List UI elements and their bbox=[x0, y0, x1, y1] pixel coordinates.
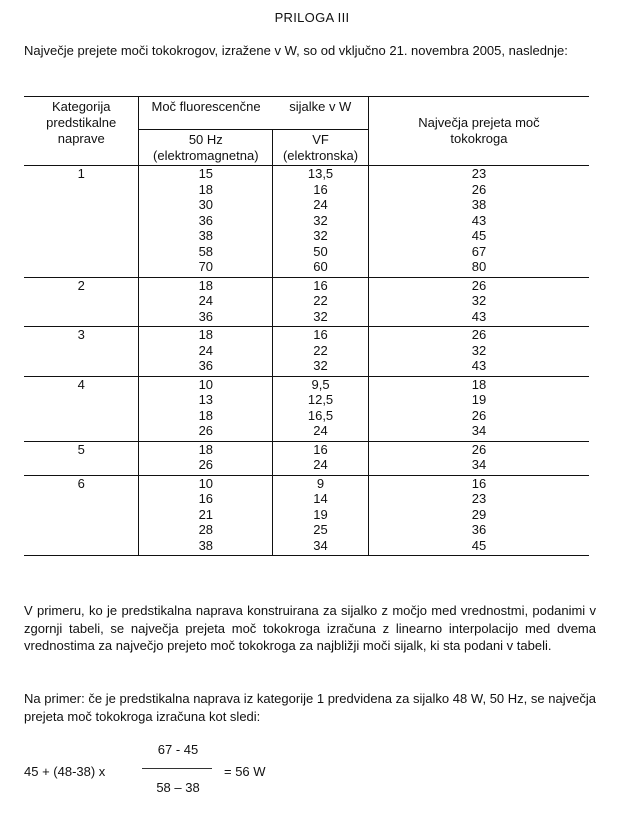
value-cell: 16 bbox=[313, 181, 328, 197]
value-cell: 26 bbox=[471, 181, 487, 197]
value-cell: 22 bbox=[313, 293, 328, 308]
header-power-right: sijalke v W bbox=[273, 97, 369, 130]
value-cell: 16 bbox=[313, 277, 328, 293]
max-circuit-power-cell bbox=[368, 441, 589, 475]
intro-paragraph: Največje prejete moči tokokrogov, izražene v W, so od vključno 21. novembra 2005, naslednje: bbox=[24, 43, 568, 58]
value-cell: 24 bbox=[313, 457, 328, 472]
example-paragraph: Na primer: če je predstikalna naprava iz kategorije 1 predvidena za sijalko 48 W, 50 Hz, se največja prejeta moč tokokroga izračuna kot sledi: bbox=[24, 691, 596, 724]
value-cell: 24 bbox=[198, 293, 214, 308]
header-50hz: 50 Hz (elektromagnetna) bbox=[139, 130, 273, 166]
value-cell: 24 bbox=[313, 197, 328, 212]
lamp-power-vf-cell bbox=[273, 376, 369, 441]
value-cell: 18 bbox=[198, 441, 214, 457]
value-cell: 36 bbox=[198, 358, 214, 373]
value-cell: 30 bbox=[198, 197, 214, 212]
value-cell: 22 bbox=[313, 342, 328, 358]
value-cell: 18 bbox=[471, 376, 487, 392]
lamp-power-vf-cell bbox=[273, 327, 369, 377]
value-cell: 19 bbox=[471, 392, 487, 407]
formula-denominator: 58 – 38 bbox=[156, 780, 200, 795]
value-cell: 23 bbox=[471, 491, 487, 506]
value-cell: 32 bbox=[313, 358, 328, 373]
value-cell: 70 bbox=[198, 259, 214, 274]
value-cell: 34 bbox=[471, 423, 487, 438]
value-cell: 23 bbox=[471, 166, 487, 181]
value-cell: 67 bbox=[471, 243, 487, 259]
category-cell: 1 bbox=[77, 166, 85, 181]
fraction-bar bbox=[142, 768, 212, 769]
value-cell: 43 bbox=[471, 308, 487, 324]
value-cell: 43 bbox=[471, 212, 487, 228]
value-cell: 32 bbox=[471, 342, 487, 358]
category-cell: 5 bbox=[77, 441, 85, 457]
max-circuit-power-cell bbox=[368, 277, 589, 327]
lamp-power-vf-cell bbox=[273, 277, 369, 327]
value-cell: 14 bbox=[313, 491, 328, 506]
lamp-power-vf-cell bbox=[273, 475, 369, 556]
interpolation-formula bbox=[24, 740, 324, 800]
value-cell: 19 bbox=[313, 506, 328, 522]
value-cell: 18 bbox=[198, 327, 214, 342]
category-group-row bbox=[24, 475, 589, 556]
value-cell: 80 bbox=[471, 259, 487, 274]
value-cell: 58 bbox=[198, 243, 214, 259]
value-cell: 50 bbox=[313, 243, 328, 259]
category-group-row bbox=[24, 441, 589, 475]
value-cell: 10 bbox=[198, 376, 214, 392]
value-cell: 29 bbox=[471, 506, 487, 522]
value-cell: 24 bbox=[198, 342, 214, 358]
value-cell: 28 bbox=[198, 522, 214, 537]
value-cell: 32 bbox=[313, 308, 328, 324]
value-cell: 13,5 bbox=[307, 166, 334, 181]
lamp-power-50hz-cell bbox=[139, 166, 273, 278]
value-cell: 36 bbox=[198, 212, 214, 228]
power-table bbox=[24, 96, 589, 556]
lamp-power-50hz-cell bbox=[139, 277, 273, 327]
value-cell: 26 bbox=[471, 407, 487, 423]
value-cell: 16 bbox=[313, 327, 328, 342]
value-cell: 26 bbox=[198, 457, 214, 472]
value-cell: 26 bbox=[471, 277, 487, 293]
category-group-row bbox=[24, 327, 589, 377]
value-cell: 18 bbox=[198, 407, 214, 423]
category-cell: 4 bbox=[77, 376, 85, 392]
header-category: Kategorija predstikalne naprave bbox=[46, 99, 117, 146]
value-cell: 16 bbox=[313, 441, 328, 457]
max-circuit-power-cell bbox=[368, 376, 589, 441]
value-cell: 32 bbox=[313, 228, 328, 243]
explanation-paragraph: V primeru, ko je predstikalna naprava konstruirana za sijalko z močjo med vrednostmi, podanimi v zgornji tabeli, se največja prejeta moč tokokroga izračuna z linearno interpolacijo med dvema vrednostima za največjo prejeto moč tokokroga za najbližji moči sijalk, ki sta podani v tabeli. bbox=[24, 603, 596, 653]
value-cell: 18 bbox=[198, 277, 214, 293]
category-cell: 6 bbox=[77, 475, 85, 491]
max-circuit-power-cell bbox=[368, 475, 589, 556]
value-cell: 32 bbox=[471, 293, 487, 308]
value-cell: 9 bbox=[316, 475, 325, 491]
value-cell: 36 bbox=[471, 522, 487, 537]
header-max-power: Največja prejeta moč tokokroga bbox=[368, 97, 589, 166]
value-cell: 26 bbox=[198, 423, 214, 438]
value-cell: 10 bbox=[198, 475, 214, 491]
value-cell: 38 bbox=[198, 228, 214, 243]
category-group-row bbox=[24, 277, 589, 327]
formula-prefix: 45 + (48-38) x bbox=[24, 764, 106, 779]
value-cell: 15 bbox=[198, 166, 214, 181]
lamp-power-50hz-cell bbox=[139, 376, 273, 441]
value-cell: 34 bbox=[471, 457, 487, 472]
value-cell: 25 bbox=[313, 522, 328, 537]
value-cell: 9,5 bbox=[311, 376, 330, 392]
lamp-power-50hz-cell bbox=[139, 327, 273, 377]
max-circuit-power-cell bbox=[368, 327, 589, 377]
header-power-left: Moč fluorescenčne bbox=[139, 97, 273, 130]
value-cell: 21 bbox=[198, 506, 214, 522]
value-cell: 16 bbox=[471, 475, 487, 491]
category-cell: 2 bbox=[77, 277, 85, 293]
lamp-power-vf-cell bbox=[273, 441, 369, 475]
value-cell: 60 bbox=[313, 259, 328, 274]
value-cell: 36 bbox=[198, 308, 214, 324]
value-cell: 18 bbox=[198, 181, 214, 197]
value-cell: 26 bbox=[471, 327, 487, 342]
value-cell: 26 bbox=[471, 441, 487, 457]
value-cell: 12,5 bbox=[307, 392, 334, 407]
category-group-row bbox=[24, 166, 589, 278]
formula-numerator: 67 - 45 bbox=[157, 742, 199, 757]
max-circuit-power-cell bbox=[368, 166, 589, 278]
value-cell: 24 bbox=[313, 423, 328, 438]
value-cell: 13 bbox=[198, 392, 214, 407]
header-vf: VF (elektronska) bbox=[273, 130, 369, 166]
value-cell: 34 bbox=[313, 537, 328, 553]
value-cell: 32 bbox=[313, 212, 328, 228]
value-cell: 16,5 bbox=[307, 407, 334, 423]
lamp-power-50hz-cell bbox=[139, 441, 273, 475]
value-cell: 38 bbox=[198, 537, 214, 553]
value-cell: 45 bbox=[471, 228, 487, 243]
value-cell: 16 bbox=[198, 491, 214, 506]
value-cell: 38 bbox=[471, 197, 487, 212]
category-cell: 3 bbox=[77, 327, 85, 342]
formula-result: = 56 W bbox=[224, 764, 266, 779]
annex-title: PRILOGA III bbox=[274, 10, 350, 25]
value-cell: 43 bbox=[471, 358, 487, 373]
lamp-power-vf-cell bbox=[273, 166, 369, 278]
category-group-row bbox=[24, 376, 589, 441]
value-cell: 45 bbox=[471, 537, 487, 553]
lamp-power-50hz-cell bbox=[139, 475, 273, 556]
